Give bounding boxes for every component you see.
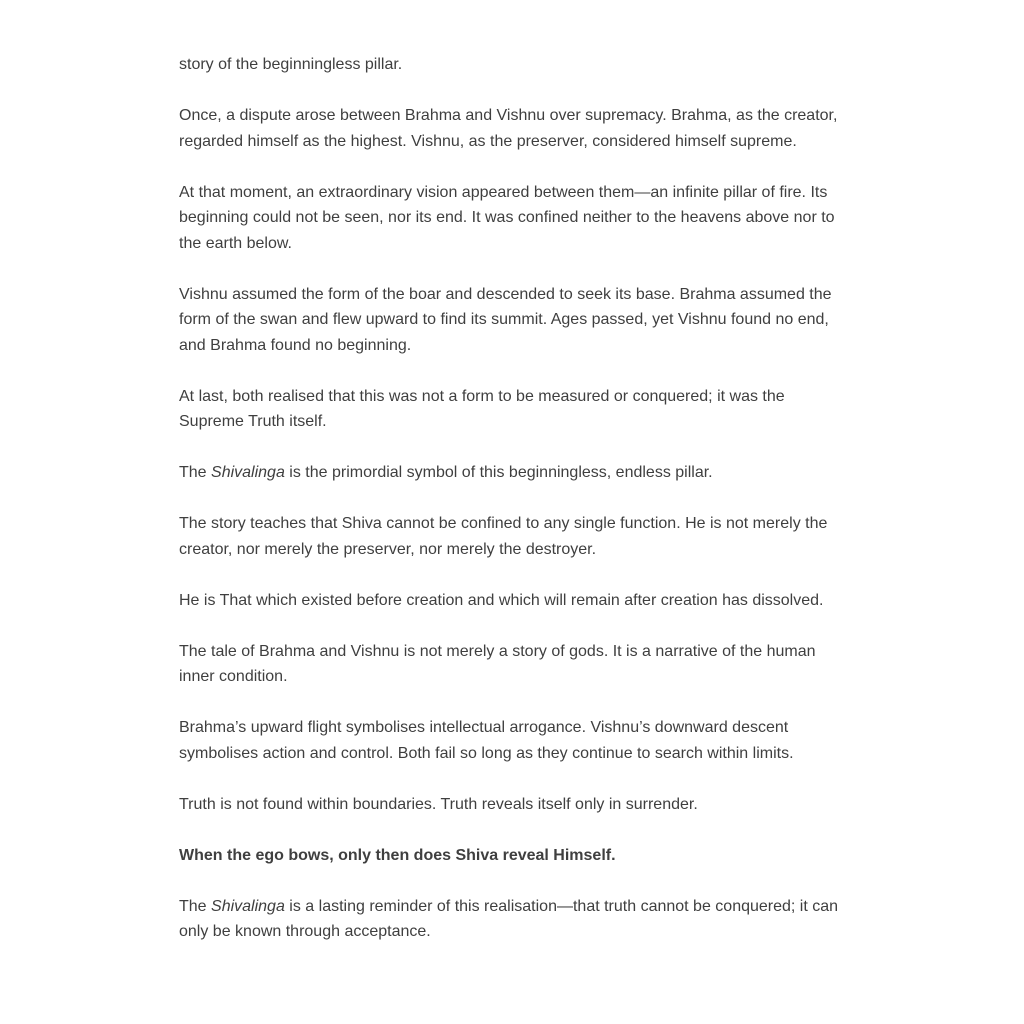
paragraph-symbol — [179, 460, 849, 486]
article-body — [179, 52, 849, 945]
paragraph-that: He is That which existed before creation and which will remain after creation has dissolved. — [179, 591, 824, 609]
paragraph-teaches: The story teaches that Shiva cannot be confined to any single function. He is not merely the creator, nor merely the preserver, nor merely the destroyer. — [179, 515, 828, 558]
paragraph-intro-fragment: story of the beginningless pillar. — [179, 56, 403, 73]
paragraph-truth: Truth is not found within boundaries. Truth reveals itself only in surrender. — [179, 795, 698, 813]
paragraph-reminder — [179, 894, 849, 945]
shivalinga-term: Shivalinga — [211, 897, 285, 915]
paragraph-reminder-lead: The — [179, 897, 212, 915]
paragraph-dispute: Once, a dispute arose between Brahma and Vishnu over supremacy. Brahma, as the creator, regarded himself as the highest. Vishnu, as the preserver, considered himself supreme. — [179, 107, 838, 150]
paragraph-symbol-lead: The — [179, 464, 212, 481]
paragraph-search: Vishnu assumed the form of the boar and descended to seek its base. Brahma assumed the form of the swan and flew upward to find its summit. Ages passed, yet Vishnu found no end, and Brahma found no beginning. — [179, 285, 832, 354]
paragraph-flight: Brahma’s upward flight symbolises intellectual arrogance. Vishnu’s downward descent symbolises action and control. Both fail so long as they continue to search within limits. — [179, 719, 794, 762]
paragraph-symbol-rest: is the primordial symbol of this beginningless, endless pillar. — [284, 464, 713, 481]
paragraph-reminder-rest: is a lasting reminder of this realisation—that truth cannot be conquered; it can only be known through acceptance. — [179, 897, 839, 940]
paragraph-tale: The tale of Brahma and Vishnu is not merely a story of gods. It is a narrative of the human inner condition. — [179, 642, 816, 685]
paragraph-vision: At that moment, an extraordinary vision appeared between them—an infinite pillar of fire. Its beginning could not be seen, nor its end. It was confined neither to the heavens above nor to the earth below. — [179, 183, 835, 252]
paragraph-ego-bold: When the ego bows, only then does Shiva reveal Himself. — [179, 846, 616, 864]
shivalinga-term: Shivalinga — [211, 464, 285, 481]
paragraph-realised: At last, both realised that this was not a form to be measured or conquered; it was the Supreme Truth itself. — [179, 387, 785, 430]
